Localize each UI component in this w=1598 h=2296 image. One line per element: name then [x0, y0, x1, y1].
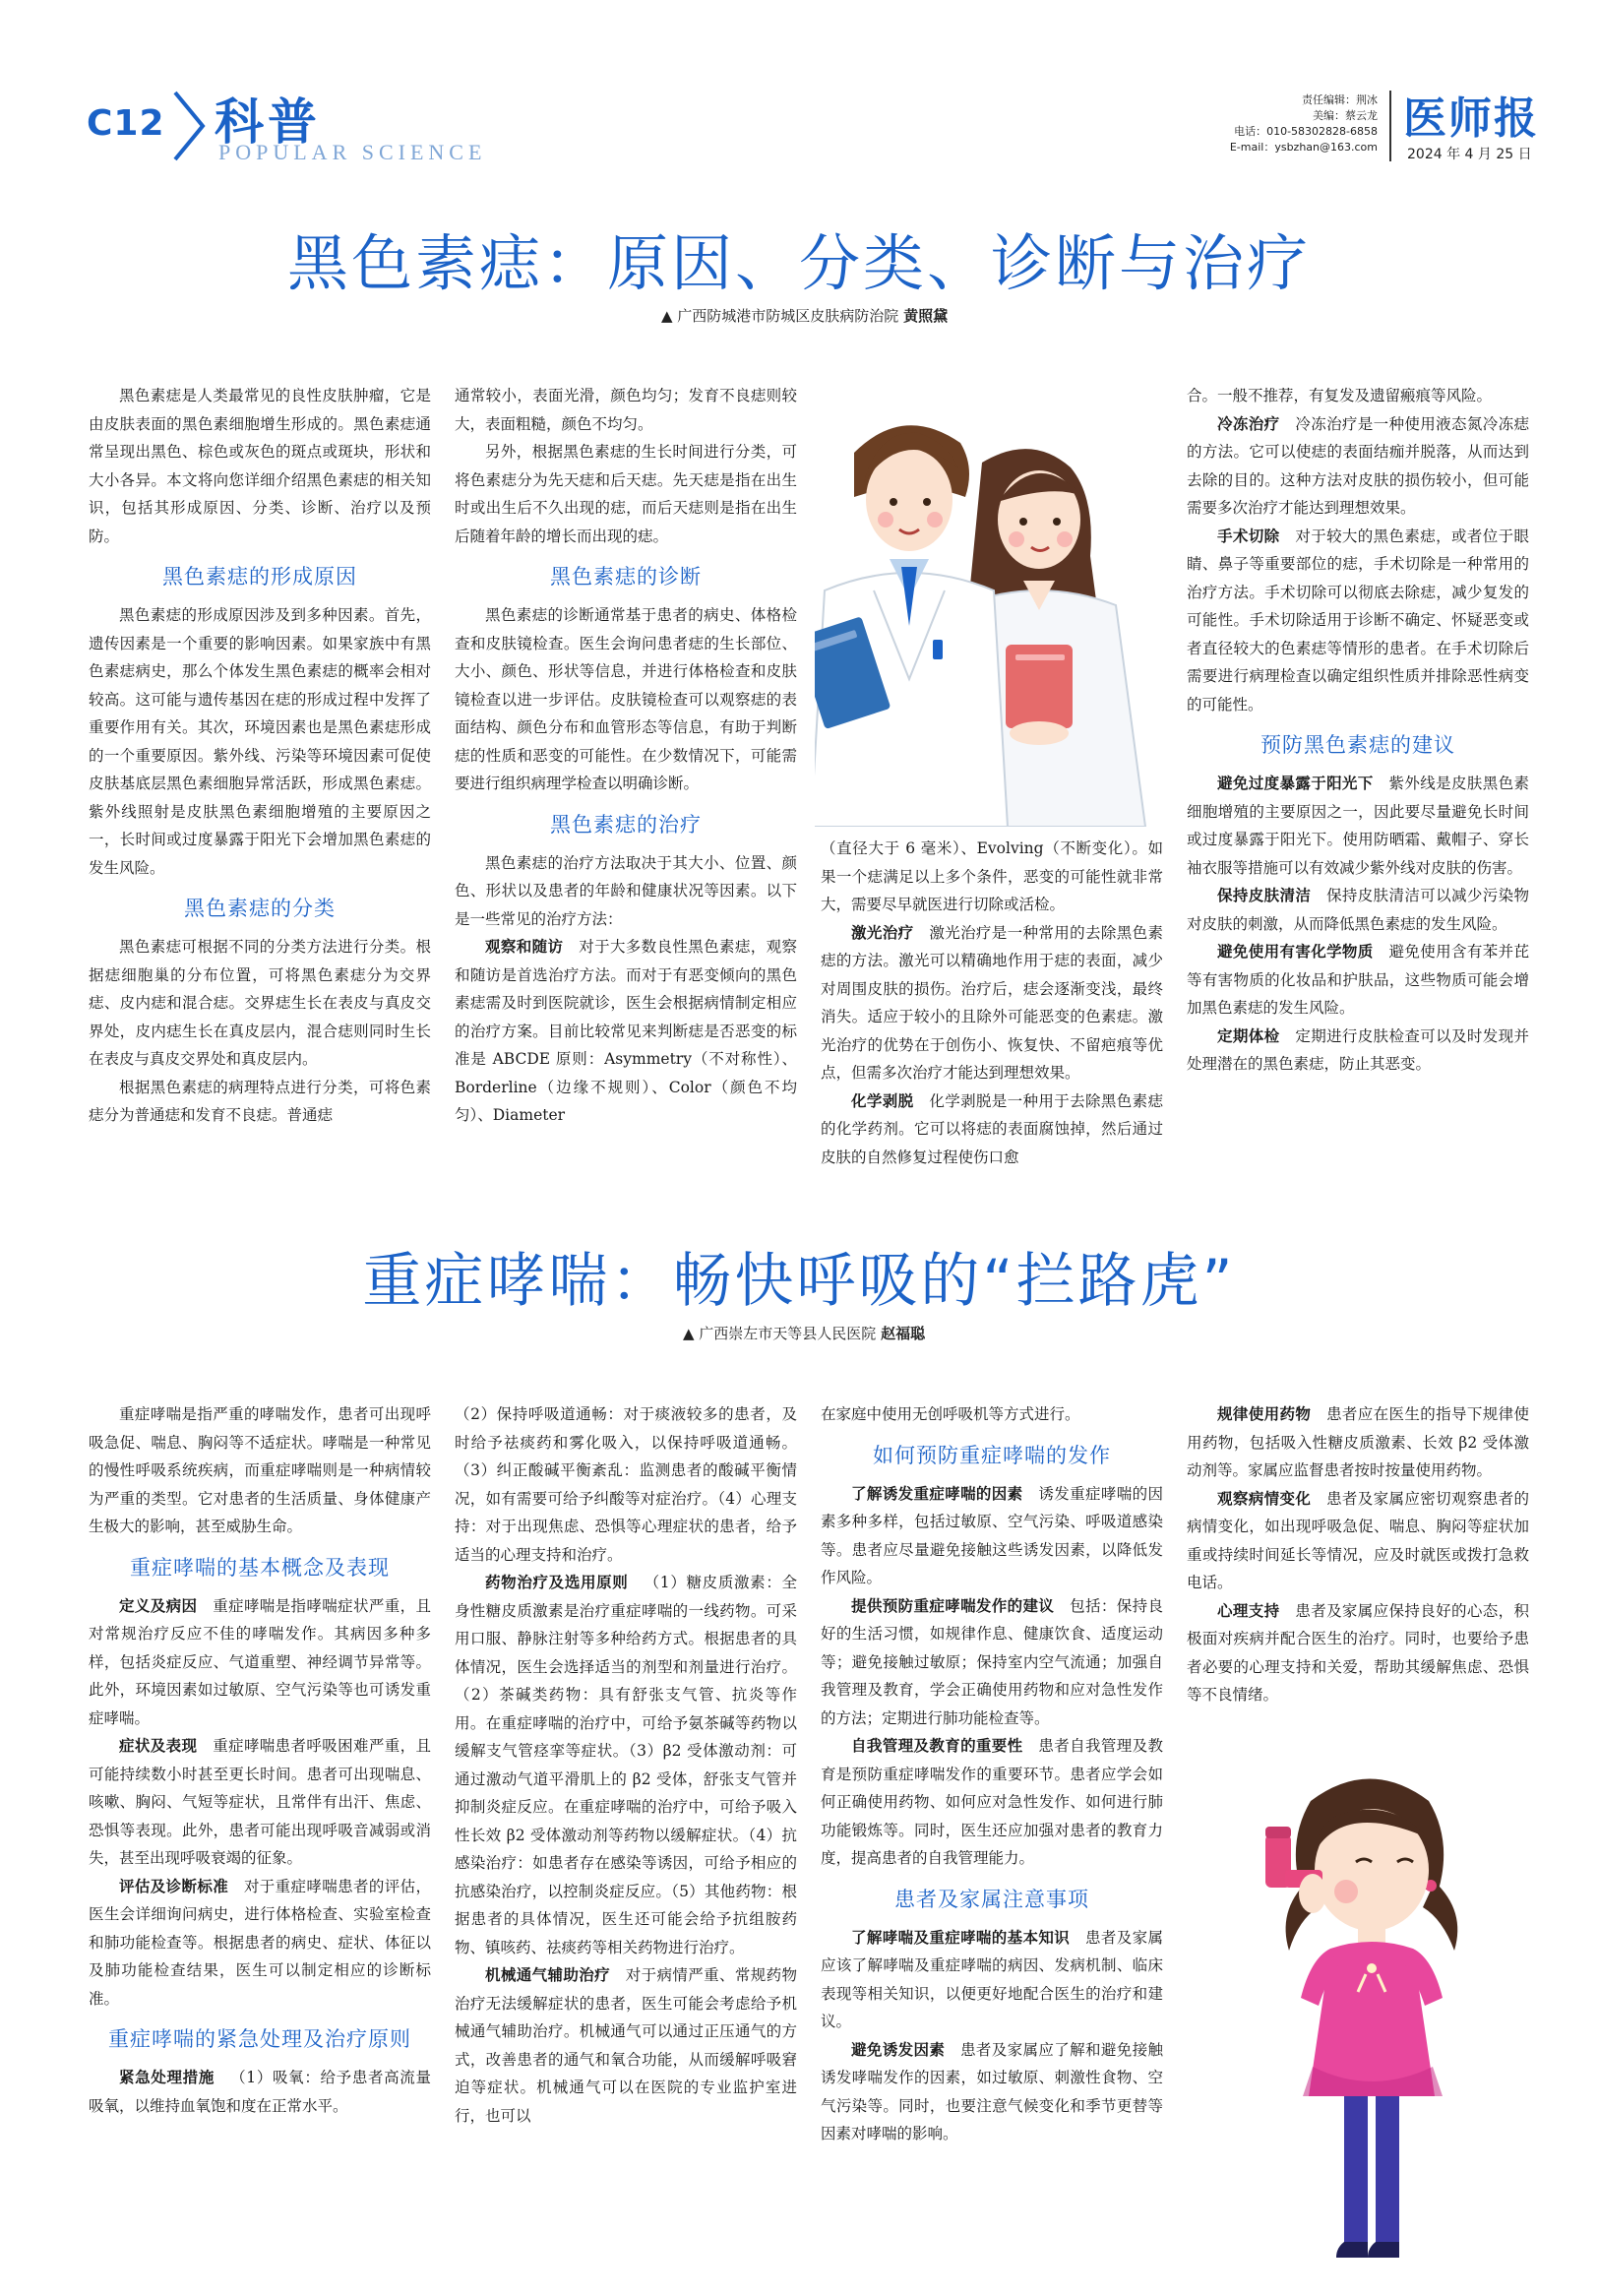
- page-number: C12: [87, 103, 165, 144]
- paragraph-text: 对于重症哮喘患者的评估，医生会详细询问病史，进行体格检查、实验室检查和肺功能检查等。根据患者的病史、症状、体征以及肺功能检查结果，医生可以制定相应的诊断标准。: [89, 1877, 431, 2008]
- lead-term: 保持皮肤清洁: [1217, 887, 1312, 904]
- two-doctors-illustration: [815, 394, 1169, 827]
- lead-term: 观察和随访: [485, 938, 564, 956]
- lead-term: 冷冻治疗: [1217, 414, 1280, 433]
- paragraph: 黑色素痣可根据不同的分类方法进行分类。根据痣细胞巢的分布位置，可将黑色素痣分为交界痣、皮内痣和混合痣。交界痣生长在表皮与真皮交界处，皮内痣生长在真皮层内，混合痣则同时生长在表皮与真皮交界处和真皮层内。: [89, 938, 431, 1068]
- paragraph-text: （1）糖皮质激素：全身性糖皮质激素是治疗重症哮喘的一线药物。可采用口服、静脉注射等多种给药方式。根据患者的具体情况，医生会选择适当的剂型和剂量进行治疗。（2）茶碱类药物：具有舒张支气管、抗炎等作用。在重症哮喘的治疗中，可给予氨茶碱等药物以缓解支气管痉挛等症状。（3）β2 受体激动剂：可通过激动气道平滑肌上的 β2 受体，舒张支气管并抑制炎症反应。在重症哮喘的治疗中，可给予吸入性长效 β2 受体激动剂等药物以缓解症状。（4）抗感染治疗：如患者存在感染等诱因，可给予相应的抗感染治疗，以控制炎症反应。（5）其他药物：根据患者的具体情况，医生还可能会给予抗组胺药物、镇咳药、祛痰药等相关药物进行治疗。: [455, 1574, 797, 1956]
- newspaper-name: 医师报: [1403, 93, 1539, 144]
- paragraph: 黑色素痣的形成原因涉及到多种因素。首先，遗传因素是一个重要的影响因素。如果家族中有黑色素痣病史，那么个体发生黑色素痣的概率会相对较高。这可能与遗传基因在痣的形成过程中发挥了重要作用有关。其次，环境因素也是黑色素痣形成的一个重要原因。紫外线、污染等环境因素可促使皮肤基底层黑色素细胞异常活跃，形成黑色素痣。紫外线照射是皮肤黑色素细胞增殖的主要原因之一，长时间或过度暴露于阳光下会增加黑色素痣的发生风险。: [89, 606, 431, 877]
- paragraph: [1187, 882, 1529, 938]
- paragraph-text: （1）吸氧：给予患者高流量吸氧，以维持血氧饱和度在正常水平。: [89, 2069, 431, 2115]
- paragraph: [1187, 938, 1529, 1023]
- lead-term: 提供预防重症哮喘发作的建议: [851, 1596, 1055, 1615]
- paragraph: 黑色素痣的诊断通常基于患者的病史、体格检查和皮肤镜检查。医生会询问患者痣的生长部位、大小、颜色、形状等信息，并进行体格检查和皮肤镜检查以进一步评估。皮肤镜检查可以观察痣的表面结构、颜色分布和血管形态等信息，有助于判断痣的性质和恶变的可能性。在少数情况下，可能需要进行组织病理学检查以明确诊断。: [455, 606, 797, 792]
- paragraph: [455, 933, 797, 1130]
- masthead-divider: [1389, 91, 1391, 161]
- lead-term: 定义及病因: [119, 1596, 198, 1615]
- lead-term: 心理支持: [1217, 1601, 1280, 1620]
- lead-term: 了解诱发重症哮喘的因素: [851, 1484, 1023, 1503]
- lead-term: 避免过度暴露于阳光下: [1217, 775, 1374, 792]
- paragraph: [1187, 410, 1529, 523]
- paragraph: 合。一般不推荐，有复发及遗留瘢痕等风险。: [1187, 387, 1493, 404]
- paragraph: [455, 1961, 797, 2130]
- masthead: [0, 0, 1598, 182]
- paragraph: [821, 2036, 1163, 2148]
- paragraph-text: 对于病情严重、常规药物治疗无法缓解症状的患者，医生可能会考虑给予机械通气辅助治疗。机械通气可以通过正压通气的方式，改善患者的通气和氧合功能，从而缓解呼吸窘迫等症状。机械通气可以在医院的专业监护室进行，也可以: [455, 1966, 797, 2125]
- lead-term: 化学剥脱: [851, 1091, 914, 1110]
- editor-line: 责任编辑：荆冰: [1302, 93, 1378, 106]
- section-heading: 黑色素痣的分类: [184, 897, 336, 920]
- paragraph: 另外，根据黑色素痣的生长时间进行分类，可将色素痣分为先天痣和后天痣。先天痣是指在出生时或出生后不久出现的痣，而后天痣则是指在出生后随着年龄的增长而出现的痣。: [455, 443, 797, 545]
- paragraph-text: 对于大多数良性黑色素痣，观察和随访是首选治疗方法。而对于有恶变倾向的黑色素痣需及时到医院就诊，医生会根据病情制定相应的治疗方案。目前比较常见来判断痣是否恶变的标准是 ABCDE 原则：Asymmetry（不对称性）、Borderline（边缘不规则）、Color（颜色不均匀）、Diameter: [455, 938, 797, 1124]
- publication-date: 2024 年 4 月 25 日: [1407, 147, 1532, 162]
- paragraph: [821, 919, 1163, 1087]
- lead-term: 手术切除: [1217, 527, 1280, 545]
- lead-term: 症状及表现: [119, 1737, 198, 1755]
- paragraph: 黑色素痣的治疗方法取决于其大小、位置、颜色、形状以及患者的年龄和健康状况等因素。以下是一些常见的治疗方法：: [455, 853, 797, 928]
- section-heading: 预防黑色素痣的建议: [1260, 733, 1455, 757]
- paragraph: [1187, 1023, 1529, 1079]
- email-line: E-mail：ysbzhan@163.com: [1229, 141, 1378, 154]
- paragraph-text: 患者自我管理及教育是预防重症哮喘发作的重要环节。患者应学会如何正确使用药物、如何应对急性发作、如何进行肺功能锻炼等。同时，医生还应加强对患者的教育力度，提高患者的自我管理能力。: [821, 1737, 1163, 1867]
- lead-term: 自我管理及教育的重要性: [851, 1737, 1023, 1755]
- article2-column-4: [1187, 1400, 1529, 1709]
- paragraph: [1187, 523, 1529, 719]
- paragraph: [1187, 1485, 1529, 1597]
- paragraph: [1187, 1400, 1529, 1485]
- article2-column-1: [89, 1400, 431, 2120]
- chevron-right-icon: [169, 89, 209, 163]
- article2-column-3: [821, 1400, 1163, 2148]
- paragraph: [1187, 1597, 1529, 1709]
- lead-term: 观察病情变化: [1217, 1489, 1312, 1508]
- paragraph-text: 诱发重症哮喘的因素多种多样，包括过敏原、空气污染、呼吸道感染等。患者应尽量避免接触这些诱发因素，以降低发作风险。: [821, 1484, 1163, 1586]
- lead-term: 药物治疗及选用原则: [485, 1574, 629, 1591]
- section-heading: 黑色素痣的治疗: [550, 812, 702, 837]
- article2-title: 重症哮喘：畅快呼吸的“拦路虎”: [362, 1247, 1236, 1316]
- article2-byline-author: 赵福聪: [881, 1325, 926, 1342]
- article1-byline-author: 黄照黛: [903, 307, 949, 325]
- paragraph-text: 患者及家属应了解和避免接触诱发哮喘发作的因素，如过敏原、刺激性食物、空气污染等。同时，也要注意气候变化和季节更替等因素对哮喘的影响。: [821, 2040, 1163, 2142]
- paragraph-text: 定期进行皮肤检查可以及时发现并处理潜在的黑色素痣，防止其恶变。: [1187, 1026, 1529, 1073]
- section-heading: 黑色素痣的诊断: [550, 565, 702, 589]
- section-heading: 如何预防重症哮喘的发作: [873, 1443, 1111, 1467]
- paragraph: 黑色素痣是人类最常见的良性皮肤肿瘤，它是由皮肤表面的黑色素细胞增生形成的。黑色素痣通常呈现出黑色、棕色或灰色的斑点或斑块，形状和大小各异。本文将向您详细介绍黑色素痣的相关知识，包括其形成原因、分类、诊断、治疗以及预防。: [89, 387, 431, 545]
- paragraph: [821, 1592, 1163, 1733]
- paragraph-text: 包括：保持良好的生活习惯，如规律作息、健康饮食、适度运动等；避免接触过敏原；保持室内空气流通；加强自我管理及教育，学会正确使用药物和应对急性发作的方法；定期进行肺功能检查等。: [821, 1596, 1163, 1727]
- article2-column-2: [455, 1400, 797, 2130]
- article1-column-4: [1187, 382, 1529, 1079]
- paragraph: 重症哮喘是指严重的哮喘发作，患者可出现呼吸急促、喘息、胸闷等不适症状。哮喘是一种常见的慢性呼吸系统疾病，而重症哮喘则是一种病情较为严重的类型。它对患者的生活质量、身体健康产生极大的影响，甚至威胁生命。: [89, 1405, 431, 1535]
- paragraph-text: 冷冻治疗是一种使用液态氮冷冻痣的方法。它可以使痣的表面结痂并脱落，从而达到去除的目的。这种方法对皮肤的损伤较小，但可能需要多次治疗才能达到理想效果。: [1187, 414, 1529, 517]
- article2-byline-org: ▲ 广西崇左市天等县人民医院: [683, 1325, 877, 1342]
- paragraph: 在家庭中使用无创呼吸机等方式进行。: [821, 1405, 1080, 1423]
- paragraph: [821, 1087, 1163, 1172]
- paragraph-text: 紫外线是皮肤黑色素细胞增殖的主要原因之一，因此要尽量避免长时间或过度暴露于阳光下。使用防晒霜、戴帽子、穿长袖衣服等措施可以有效减少紫外线对皮肤的伤害。: [1187, 775, 1529, 877]
- girl-with-inhaler-illustration: [1250, 1771, 1486, 2283]
- section-heading: 患者及家属注意事项: [894, 1887, 1089, 1911]
- paragraph: [821, 1480, 1163, 1592]
- lead-term: 机械通气辅助治疗: [485, 1966, 610, 1984]
- article1-title: 黑色素痣：原因、分类、诊断与治疗: [286, 227, 1311, 299]
- paragraph: [455, 1569, 797, 1961]
- paragraph-text: 患者及家属应密切观察患者的病情变化，如出现呼吸急促、喘息、胸闷等症状加重或持续时间延长等情况，应及时就医或拨打急救电话。: [1187, 1489, 1529, 1591]
- paragraph-text: 患者及家属应保持良好的心态，积极面对疾病并配合医生的治疗。同时，也要给予患者必要的心理支持和关爱，帮助其缓解焦虑、恐惧等不良情绪。: [1187, 1601, 1529, 1704]
- paragraph-text: 化学剥脱是一种用于去除黑色素痣的化学药剂。它可以将痣的表面腐蚀掉，然后通过皮肤的自然修复过程使伤口愈: [821, 1091, 1163, 1166]
- section-heading: 黑色素痣的形成原因: [162, 565, 357, 589]
- paragraph-text: 重症哮喘是指哮喘症状严重，且对常规治疗反应不佳的哮喘发作。其病因多种多样，包括炎症反应、气道重塑、神经调节异常等。此外，环境因素如过敏原、空气污染等也可诱发重症哮喘。: [89, 1596, 431, 1727]
- paragraph: [89, 1732, 431, 1873]
- article1-column-3: [821, 835, 1163, 1171]
- paragraph: 根据黑色素痣的病理特点进行分类，可将色素痣分为普通痣和发育不良痣。普通痣: [89, 1078, 431, 1124]
- article1-byline-org: ▲ 广西防城港市防城区皮肤病防治院: [661, 307, 899, 325]
- paragraph-text: 对于较大的黑色素痣，或者位于眼睛、鼻子等重要部位的痣，手术切除是一种常用的治疗方法。手术切除可以彻底去除痣，减少复发的可能性。手术切除适用于诊断不确定、怀疑恶变或者直径较大的色素痣等情形的患者。在手术切除后需要进行病理检查以确定组织性质并排除恶性病变的可能性。: [1187, 527, 1529, 714]
- paragraph: 通常较小，表面光滑，颜色均匀；发育不良痣则较大，表面粗糙，颜色不均匀。: [455, 387, 797, 433]
- lead-term: 避免诱发因素: [851, 2040, 946, 2059]
- paragraph: [89, 2064, 431, 2120]
- lead-term: 紧急处理措施: [119, 2069, 215, 2086]
- lead-term: 了解哮喘及重症哮喘的基本知识: [851, 1928, 1071, 1947]
- paragraph: [821, 1732, 1163, 1873]
- paragraph: （直径大于 6 毫米）、Evolving（不断变化）。如果一个痣满足以上多个条件，恶变的可能性就非常大，需要尽早就医进行切除或活检。: [821, 839, 1163, 913]
- paragraph: [821, 1924, 1163, 2036]
- paragraph-text: 激光治疗是一种常用的去除黑色素痣的方法。激光可以精确地作用于痣的表面，减少对周围皮肤的损伤。治疗后，痣会逐渐变浅，最终消失。适应于较小的且除外可能恶变的色素痣。激光治疗的优势在于创伤小、恢复快、不留疤痕等优点，但需多次治疗才能达到理想效果。: [821, 923, 1163, 1082]
- article1-column-1: [89, 382, 431, 1130]
- paragraph-text: 重症哮喘患者呼吸困难严重，且可能持续数小时甚至更长时间。患者可出现喘息、咳嗽、胸闷、气短等症状，且常伴有出汗、焦虑、恐惧等表现。此外，患者可能出现呼吸音减弱或消失，甚至出现呼吸衰竭的征象。: [89, 1737, 431, 1867]
- section-heading: 重症哮喘的基本概念及表现: [130, 1555, 390, 1580]
- paragraph: [89, 1873, 431, 2014]
- paragraph: [89, 1592, 431, 1733]
- lead-term: 激光治疗: [851, 923, 914, 942]
- section-heading: 重症哮喘的紧急处理及治疗原则: [108, 2027, 411, 2051]
- paragraph: （2）保持呼吸道通畅：对于痰液较多的患者，及时给予祛痰药和雾化吸入，以保持呼吸道通畅。（3）纠正酸碱平衡紊乱：监测患者的酸碱平衡情况，如有需要可给予纠酸等对症治疗。（4）心理支持：对于出现焦虑、恐惧等心理症状的患者，给予适当的心理支持和治疗。: [455, 1405, 797, 1564]
- article1-column-2: [455, 382, 797, 1130]
- lead-term: 定期体检: [1217, 1026, 1280, 1045]
- article1-byline: [661, 305, 948, 326]
- paragraph-text: 患者及家属应该了解哮喘及重症哮喘的病因、发病机制、临床表现等相关知识，以便更好地配合医生的治疗和建议。: [821, 1928, 1163, 2030]
- designer-line: 美编：蔡云龙: [1313, 109, 1378, 122]
- editor-info: [1210, 93, 1378, 155]
- lead-term: 避免使用有害化学物质: [1217, 943, 1374, 961]
- section-subtitle: POPULAR SCIENCE: [218, 140, 487, 164]
- paragraph-text: 保持皮肤清洁可以减少污染物对皮肤的刺激，从而降低黑色素痣的发生风险。: [1187, 887, 1529, 933]
- phone-line: 电话：010-58302828-6858: [1234, 125, 1378, 138]
- paragraph: [1187, 770, 1529, 882]
- lead-term: 评估及诊断标准: [119, 1877, 229, 1895]
- paragraph-text: 避免使用含有苯并芘等有害物质的化妆品和护肤品，这些物质可能会增加黑色素痣的发生风险。: [1187, 943, 1529, 1017]
- article2-byline: [683, 1323, 925, 1343]
- paragraph-text: 患者应在医生的指导下规律使用药物，包括吸入性糖皮质激素、长效 β2 受体激动剂等。家属应监督患者按时按量使用药物。: [1187, 1405, 1529, 1479]
- section-title: 科普: [215, 93, 321, 151]
- lead-term: 规律使用药物: [1217, 1405, 1312, 1423]
